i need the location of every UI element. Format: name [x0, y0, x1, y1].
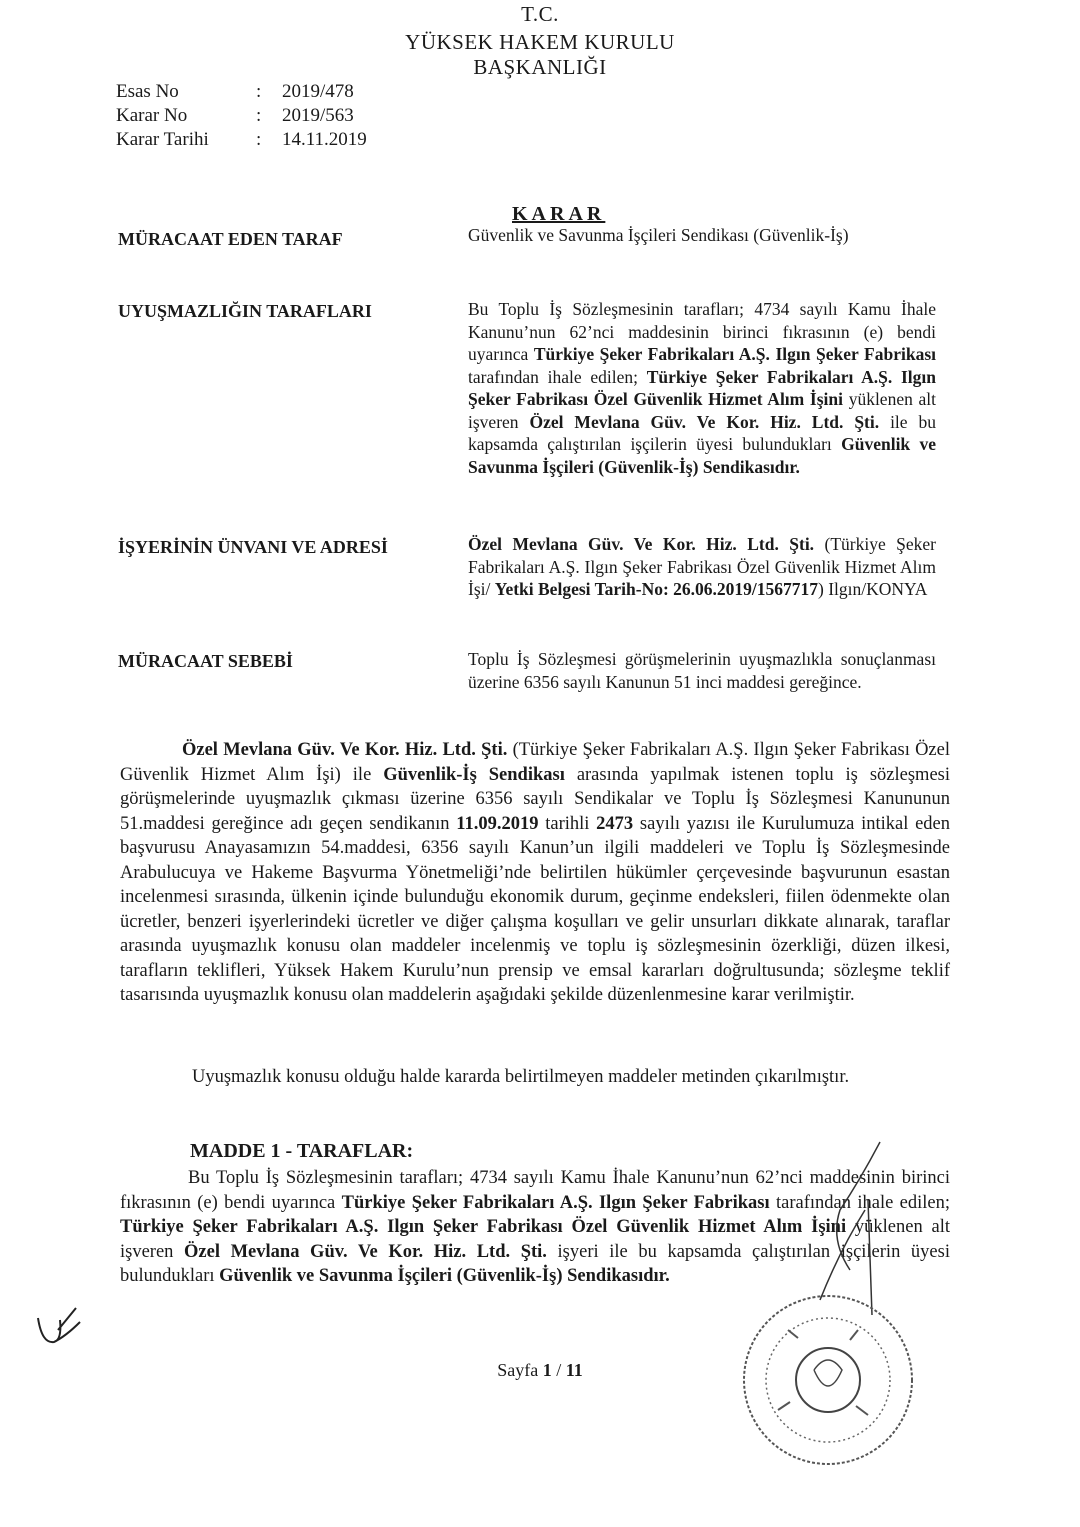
meta-colon: : — [256, 129, 262, 150]
meta-key: Karar Tarihi — [116, 129, 209, 150]
article-1-text: Bu Toplu İş Sözleşmesinin tarafları; 4734 sayılı Kamu İhale Kanunu’nun 62’nci maddesinin birinci fıkrasının (e) bendi uyarınca Türkiye Şeker Fabrikaları A.Ş. Ilgın Şeker Fabrikası tarafından ihale edilen; Türkiye Şeker Fabrikaları A.Ş. Ilgın Şeker Fabrikası Özel Güvenlik Hizmet Alım İşini yüklenen alt işveren Özel Mevlana Güv. Ve Kor. Hiz. Ltd. Şti. işyeri ile bu kapsamda çalıştırılan işçilerin üyesi bulundukları Güvenlik ve Savunma İşçileri (Güvenlik-İş) Sendikasıdır. — [120, 1168, 950, 1286]
header-tc: T.C. — [521, 2, 559, 26]
decision-body: Özel Mevlana Güv. Ve Kor. Hiz. Ltd. Şti. (Türkiye Şeker Fabrikaları A.Ş. Ilgın Şeker Fabrikası Özel Güvenlik Hizmet Alım İşi) ile Güvenlik-İş Sendikası arasında yapılmak istenen toplu iş sözleşmesi görüşmelerinde uyuşmazlık çıkması üzerine 6356 sayılı Sendikalar ve Toplu İş Sözleşmesi Kanununun 51.maddesi gereğince adı geçen sendikanın 11.09.2019 tarihli 2473 sayılı yazısı ile Kurulumuza intikal eden başvurusu Anayasamızın 54.maddesi, 6356 sayılı Kanun’un ilgili maddeleri ve Toplu İş Sözleşmesinde Arabulucuya ve Hakeme Başvurma Yönetmeliği’nde belirtilen hükümler çerçevesinde başvurunun esastan incelenmesi sırasında, ülkenin içinde bulunduğu ekonomik durum, geçinme endeksleri, fiilen ödenmekte olan ücretler, benzeri işyerlerindeki ücretler ve diğer çalışma koşulları ve gelir unsurları dikkate alınarak, taraflar arasında uyuşmazlık konusu olan maddeler incelenmiş ve toplu iş sözleşmesinin özerkliği, düzen ilkesi, tarafların teklifleri, Yüksek Hakem Kurulu’nun prensip ve emsal kararları doğrultusunda; sözleşme teklif tasarısında uyuşmazlık konusu olan maddelerin aşağıdaki şekilde düzenlenmesine karar verilmiştir. — [120, 740, 951, 1005]
value-workplace: Özel Mevlana Güv. Ve Kor. Hiz. Ltd. Şti. (Türkiye Şeker Fabrikaları A.Ş. Ilgın Şeker Fabrikası Özel Güvenlik Hizmet Alım İşi/ Yetki Belgesi Tarih-No: 26.06.2019/1567717) Ilgın/KONYA — [468, 534, 936, 599]
header-institution: YÜKSEK HAKEM KURULU — [405, 30, 675, 54]
meta-colon: : — [256, 105, 262, 126]
label-workplace: İŞYERİNİN ÜNVANI VE ADRESİ — [118, 537, 388, 557]
article-1-title: MADDE 1 - TARAFLAR: — [190, 1140, 414, 1162]
meta-value: 2019/563 — [282, 105, 354, 126]
label-dispute-parties: UYUŞMAZLIĞIN TARAFLARI — [118, 301, 372, 321]
page-indicator: Sayfa 1 / 11 — [497, 1360, 583, 1380]
label-reason: MÜRACAAT SEBEBİ — [118, 651, 293, 671]
value-dispute-parties: Bu Toplu İş Sözleşmesinin tarafları; 4734 sayılı Kamu İhale Kanunu’nun 62’nci maddesinin birinci fıkrasının (e) bendi uyarınca Türkiye Şeker Fabrikaları A.Ş. Ilgın Şeker Fabrikası tarafından ihale edilen; Türkiye Şeker Fabrikaları A.Ş. Ilgın Şeker Fabrikası Özel Güvenlik Hizmet Alım İşini yüklenen alt işveren Özel Mevlana Güv. Ve Kor. Hiz. Ltd. Şti. ile bu kapsamda çalıştırılan işçilerin üyesi bulundukları Güvenlik ve Savunma İşçileri (Güvenlik-İş) Sendikasıdır. — [468, 299, 937, 477]
case-meta — [116, 80, 367, 152]
meta-colon: : — [256, 81, 262, 102]
meta-key: Esas No — [116, 81, 179, 102]
meta-row-karar — [116, 104, 367, 128]
label-applicant: MÜRACAAT EDEN TARAF — [118, 229, 343, 249]
meta-row-esas — [116, 80, 367, 104]
decision-title: KARAR — [512, 203, 606, 225]
value-reason: Toplu İş Sözleşmesi görüşmelerinin uyuşmazlıkla sonuçlanması üzerine 6356 sayılı Kanunun 51 inci maddesi gereğince. — [468, 649, 936, 692]
value-applicant: Güvenlik ve Savunma İşçileri Sendikası (Güvenlik-İş) — [468, 225, 849, 245]
decision-note: Uyuşmazlık konusu olduğu halde kararda belirtilmeyen maddeler metinden çıkarılmıştır. — [192, 1067, 850, 1087]
meta-row-tarih — [116, 128, 367, 152]
header-department: BAŞKANLIĞI — [473, 55, 607, 79]
handwritten-initial — [28, 1300, 88, 1360]
meta-value: 14.11.2019 — [282, 129, 367, 150]
meta-value: 2019/478 — [282, 81, 354, 102]
meta-key: Karar No — [116, 105, 188, 126]
